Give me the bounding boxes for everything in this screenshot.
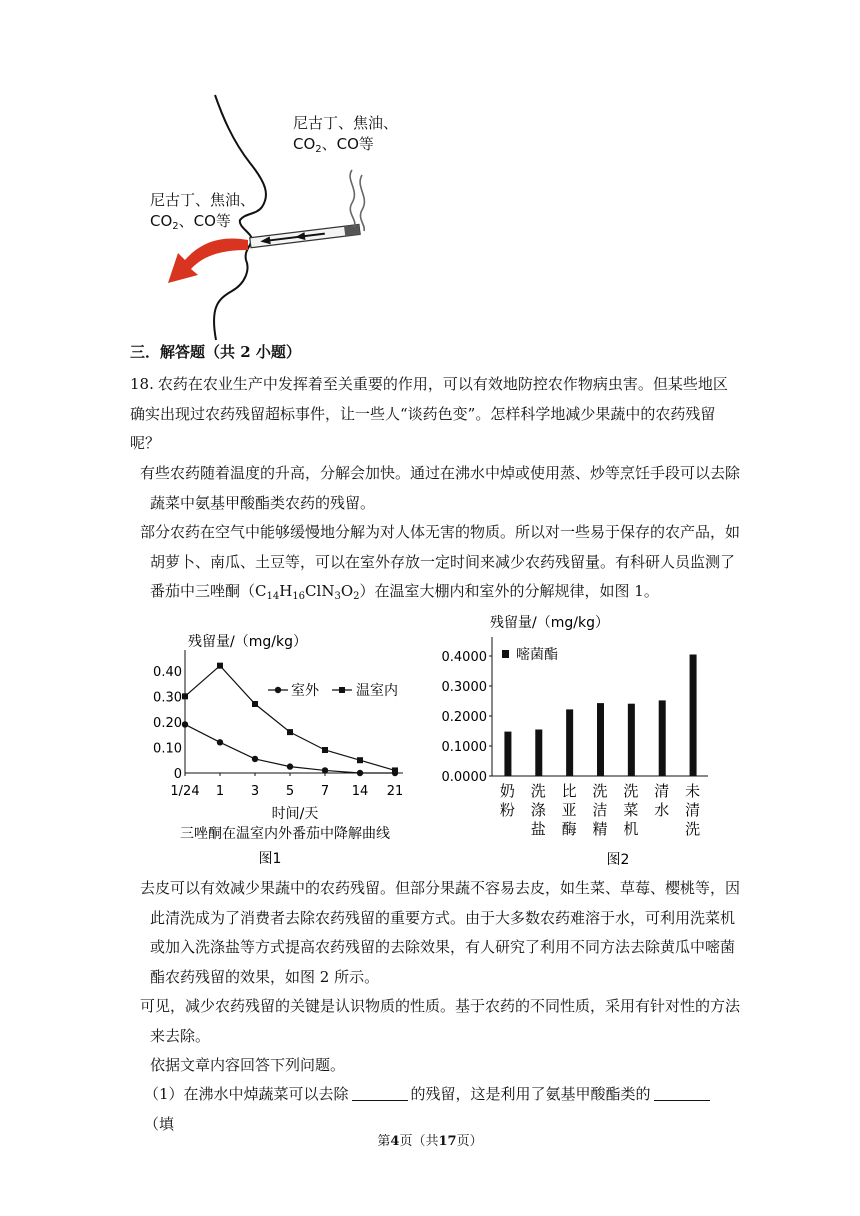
chart2-y-tick-label: 0.2000 [441, 710, 487, 725]
paragraph-4: 去皮可以有效减少果蔬中的农药残留。但部分果蔬不容易去皮，如生菜、草莓、樱桃等，因此清洗成为了消费者去除农药残留的重要方式。由于大多数农药难溶于水，可利用洗菜机或加入洗涤盐等方式提高农药残留的去除效果，有人研究了利用不同方法去除黄瓜中嘧菌酯农药残留的效果，如图 2 所示。 [140, 879, 741, 986]
section-title: 三．解答题（共 2 小题） [130, 343, 301, 361]
chart2-bar [659, 700, 666, 776]
chart1-legend-marker [339, 687, 345, 693]
chart1-y-tick-label: 0.40 [153, 664, 182, 680]
chart2-y-tick-label: 0.4000 [441, 650, 487, 665]
chart1-point-0 [182, 721, 188, 727]
chart1-x-tick-label: 5 [285, 784, 295, 799]
chart1-series-line-1 [185, 666, 395, 771]
chart2-bar [628, 704, 635, 776]
chart2-bar [690, 655, 697, 777]
chart2-x-tick-label: 洗 [592, 782, 608, 800]
label-mouth: 尼古丁、焦油、 $CO_2$、CO等 [150, 191, 256, 232]
chart2-legend-marker [502, 650, 509, 658]
chart2-x-tick-label: 洗 [530, 782, 546, 800]
chart2-legend-label: 嘧菌酯 [516, 647, 558, 663]
chart2-x-tick-label: 盐 [530, 820, 546, 838]
chart2-x-tick-label: 精 [592, 820, 608, 838]
chart1-legend-marker [275, 687, 281, 693]
chart1-y-tick-label: 0.20 [153, 715, 182, 731]
chart2-ylabel: 残留量/（mg/kg） [490, 615, 609, 631]
chart2-bar [566, 709, 573, 776]
chart2-x-tick-label: 酶 [561, 820, 577, 838]
chart1-xlabel: 时间/天 [271, 806, 319, 822]
chart2-x-tick-label: 菜 [623, 801, 639, 819]
chart2-x-tick-label: 清 [654, 782, 670, 800]
page-footer: 第4页（共17页） [377, 1134, 483, 1149]
chart1-point-0 [217, 739, 223, 745]
chart2-x-tick-label: 涤 [530, 801, 546, 819]
cigarette [250, 224, 360, 247]
chart1-point-1 [322, 747, 328, 753]
chart1-point-1 [182, 693, 188, 699]
paragraph-6: 依据文章内容回答下列问题。 [150, 1056, 346, 1074]
chart2-x-tick-label: 比 [561, 782, 577, 800]
chart1-x-tick-label: 3 [250, 784, 260, 799]
chart1-point-0 [322, 767, 328, 773]
smoke-line [360, 175, 364, 231]
chart1-point-1 [357, 757, 363, 763]
chart1-point-0 [357, 770, 363, 776]
chart2-x-tick-label: 亚 [561, 801, 577, 819]
chart1-point-1 [287, 729, 293, 735]
chart1-ylabel: 残留量/（mg/kg） [188, 634, 307, 650]
chart2-x-tick-label: 洁 [592, 801, 608, 819]
chart1-caption: 图1 [258, 851, 282, 867]
chart2-x-tick-label: 洗 [623, 782, 639, 800]
answer-blank[interactable] [654, 1086, 710, 1101]
chart1-x-tick-label: 1 [215, 784, 225, 799]
chart1-y-tick-label: 0.10 [153, 741, 182, 757]
chart1-x-tick-label: 7 [320, 784, 330, 799]
sub-question-1: （1）在沸水中焯蔬菜可以去除 的残留，这是利用了氨基甲酸酯类的（填 [144, 1080, 739, 1139]
smoke-line [350, 170, 355, 227]
chart1-x-tick-label: 14 [351, 784, 369, 799]
chart2-y-tick-label: 0.3000 [441, 680, 487, 695]
chart2-caption: 图2 [606, 852, 630, 868]
question-number: 18. [130, 375, 154, 393]
chart1-legend-label: 温室内 [356, 683, 398, 699]
chart2-bar [535, 730, 542, 777]
chart2-x-tick-label: 未 [685, 782, 701, 800]
label-nose: 尼古丁、焦油、 $CO_2$、CO等 [293, 114, 399, 155]
paragraph-2: 有些农药随着温度的升高，分解会加快。通过在沸水中焯或使用蒸、炒等烹饪手段可以去除蔬菜中氨基甲酸酯类农药的残留。 [140, 464, 741, 512]
chart2-bar [504, 732, 511, 776]
figure-2-bar-chart [430, 612, 720, 868]
chart2-x-tick-label: 清 [685, 801, 701, 819]
chart1-point-0 [252, 756, 258, 762]
answer-blank[interactable] [352, 1086, 408, 1101]
chart1-x-tick-label: 1/24 [170, 784, 200, 799]
chart2-bar [597, 703, 604, 776]
chart1-point-1 [252, 701, 258, 707]
chart2-x-tick-label: 洗 [685, 820, 701, 838]
figure-1-line-chart [153, 628, 430, 868]
chart1-y-tick-label: 0 [173, 767, 182, 782]
chart2-x-tick-label: 粉 [499, 801, 515, 819]
red-arrow [168, 239, 248, 283]
chart1-point-0 [287, 763, 293, 769]
chart2-y-tick-label: 0.1000 [441, 740, 487, 755]
question-paragraph: 18. 农药在农业生产中发挥着至关重要的作用，可以有效地防控农作物病虫害。但某些地区确实出现过农药残留超标事件，让一些人“谈药色变”。怎样科学地减少果蔬中的农药残留呢？ [130, 375, 728, 452]
chart1-title: 三唑酮在温室内外番茄中降解曲线 [180, 826, 390, 842]
chart1-legend-label: 室外 [291, 683, 319, 699]
chart1-x-tick-label: 21 [386, 784, 404, 799]
chart2-x-tick-label: 奶 [499, 782, 515, 800]
chart1-y-tick-label: 0.30 [153, 690, 182, 706]
chart2-x-tick-label: 水 [654, 801, 670, 819]
chart2-x-tick-label: 机 [623, 820, 639, 838]
chart1-point-1 [392, 767, 398, 773]
chart2-y-tick-label: 0.0000 [441, 770, 487, 785]
chart1-point-1 [217, 663, 223, 669]
paragraph-3: 部分农药在空气中能够缓慢地分解为对人体无害的物质。所以对一些易于保存的农产品，如胡萝卜、南瓜、土豆等，可以在室外存放一定时间来减少农药残留量。有科研人员监测了番茄中三唑酮$(C_{14}H_{16}ClN_3O_2)$在温室大棚内和室外的分解规律，如图 1。 [140, 523, 741, 602]
paragraph-5: 可见，减少农药残留的关键是认识物质的性质。基于农药的不同性质，采用有针对性的方法来去除。 [140, 997, 741, 1045]
